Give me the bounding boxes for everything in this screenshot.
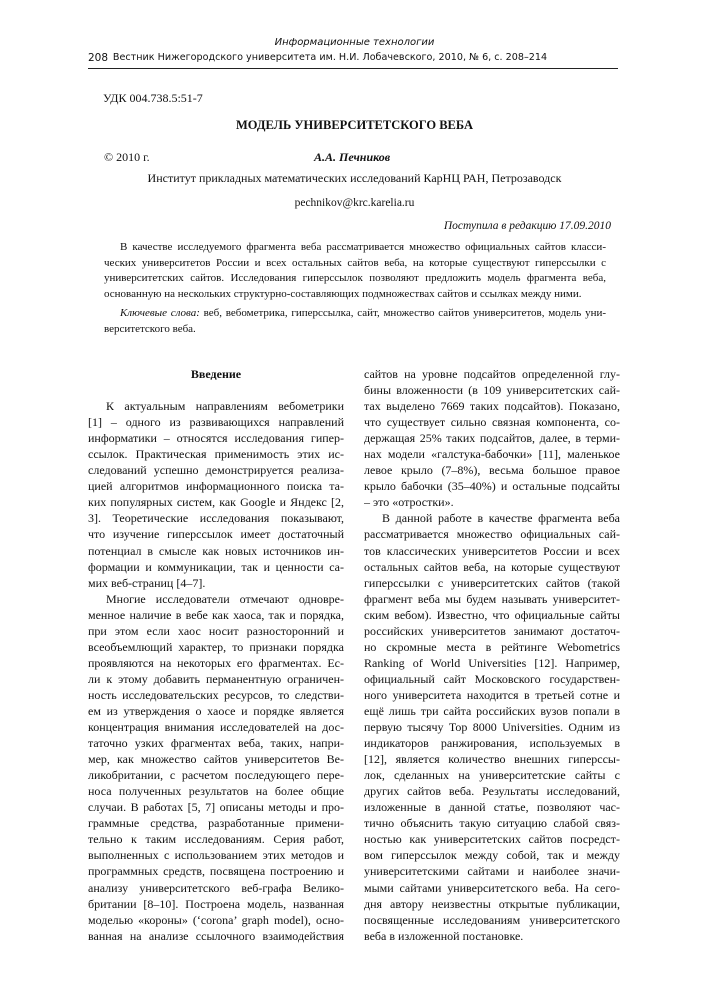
text-line: таточно узких фрагментах веба, таких, напри- [88,736,344,751]
text-line: ностью как университетских сайтов посредст- [364,832,620,847]
text-line: тельно к таким исследованиям. Серия работ, [88,832,344,847]
text-line: бины вложенности (в 109 университетских сай- [364,383,620,398]
text-line: моделью «короны» (‘corona’ graph model), осно- [88,912,344,927]
text-line: лок, сделанных на университетские сайты с [364,768,620,783]
text-line: ность исследовательских ресурсов, то следстви- [88,687,344,702]
text-line: [12], является количество внешних гиперссы- [364,752,620,767]
text-line: первую тысячу Top 8000 Universities. Одним из [364,720,620,735]
text-line: мих веб-страниц [4–7]. [88,575,206,590]
abstract-line: В качестве исследуемого фрагмента веба рассматривается множество официальных сайтов класси- [120,241,606,253]
keywords-text: веб, вебометрика, гиперссылка, сайт, множество сайтов университетов, модель уни- [203,307,606,319]
text-line: В данной работе в качестве фрагмента веба [382,511,620,526]
text-line: тов классических университетов России и всех [364,543,620,558]
text-line: что существует сильно связная компонента, со- [364,415,620,430]
keywords-line: верситетского веба. [104,322,196,335]
text-line: британии [8–10]. Построена модель, названная [88,896,344,911]
text-line: тично объяснить такую ситуацию слабой связ- [364,816,620,831]
text-line: ссылок. Практическая применимость этих ис- [88,447,344,462]
text-line: случаи. В работах [5, 7] описаны методы и про- [88,800,344,815]
text-line: ским вебом). Известно, что официальные сайты [364,607,620,622]
text-line: Многие исследователи отмечают одновре- [106,591,344,606]
text-line: левое крыло (7–8%), весьма большое правое [364,463,620,478]
text-line: ем из утверждения о хаосе и порядке является [88,703,344,718]
author-email: pechnikov@krc.karelia.ru [294,197,415,209]
keywords-label: Ключевые слова: [120,307,200,319]
abstract-line: основанную на нескольких структурно-составляющих подмножествах сайтов и ссылках между ними. [104,288,582,301]
text-line: крыло бабочки (35–40%) и остальные подсайты [364,479,620,494]
text-line: остальных сайтов веба, на которые существуют [364,559,620,574]
text-line: изложенные в данной статье, позволяют час- [364,800,620,815]
author-name: А.А. Печников [314,150,391,164]
text-line: индикаторов ранжирования, используемых в [364,736,620,751]
section-heading: Введение [190,367,242,381]
abstract [104,240,606,303]
text-line: ли к этому добавить перманентную ограничен- [88,671,344,686]
abstract-line: ческих университетов России и всех остальных сайтов веба, на которые существуют гиперссылки с [104,256,606,269]
text-line: 3]. Теоретические исследования показывают, [88,511,344,526]
text-line: посвященные исследованиям университетского [364,912,620,927]
text-line: рассматривается множество официальных сай- [364,527,620,542]
abstract-line: университетских сайтов. Исследования гиперссылок позволяют предложить модель фрагмента веба, [104,272,606,285]
text-line: университетскими сайтами и наиболее значи- [364,864,620,879]
text-line: – это «отростки». [364,495,454,510]
text-line: цией алгоритмов информационного поиска та- [88,479,344,494]
text-line: формации и коммуникации, так и ценности са- [88,559,344,574]
text-line: всеобъемлющий характер, то признаки порядка [88,639,344,654]
right-column [364,366,620,944]
text-line: официальный сайт Московского государствен- [364,671,620,686]
page-number: 208 [88,52,109,64]
received-date: Поступила в редакцию 17.09.2010 [443,220,611,232]
keywords [104,306,606,337]
text-line: ного университета находится в третьей сотне и [364,687,620,702]
text-line: следований успешно демонстрируется реализа- [88,463,344,478]
running-header-journal: Вестник Нижегородского университета им. Н.И. Лобачевского, 2010, № 6, с. 208–214 [112,52,548,63]
heading-spacer [88,382,344,398]
text-line: тах выделено 7669 таких подсайтов). Показано, [364,399,620,414]
text-line: фрагмент веба мы будем называть университет- [364,591,620,606]
article-title: МОДЕЛЬ УНИВЕРСИТЕТСКОГО ВЕБА [235,118,473,132]
text-line: нах модели «галстука-бабочки» [11], маленькое [364,447,620,462]
text-line: мыми сайтами университетского веба. На сего- [364,880,620,895]
text-line: вом гиперссылок между собой, так и между [364,848,620,863]
text-line: менное наличие в вебе как хаоса, так и порядка, [88,607,344,622]
text-line: российских университетов занимают достаточ- [364,623,620,638]
text-line: других сайтов веба. Результаты исследований, [364,784,620,799]
text-line: гиперссылки с университетских сайтов (такой [364,575,620,590]
left-column [88,366,344,944]
author-affiliation: Институт прикладных математических исследований КарНЦ РАН, Петрозаводск [147,171,562,185]
text-line: ких популярных систем, как Google и Яндекс [2, [88,495,344,510]
keywords-line [104,306,606,322]
text-line: мер, как множество сайтов университетов Ве- [88,752,344,767]
text-line: концентрация внимания исследователей на дос- [88,720,344,735]
text-line: информатики – относятся исследования гипер- [88,431,344,446]
text-line: веба в изложенной постановке. [364,928,524,943]
text-line: ванная на анализе ссылочного взаимодействия [88,928,344,943]
text-line: дня автору неизвестны открытые публикации, [364,896,620,911]
text-line: сайтов на уровне подсайтов определенной глу- [364,367,620,381]
header-rule [88,68,618,69]
text-line: граммные средства, разработанные примени- [88,816,344,831]
text-line: программных средств, посвящена построению и [88,864,344,879]
text-line: потенциал в смысле как новых источников ин- [88,543,344,558]
text-line: К актуальным направлениям вебометрики [106,399,344,414]
text-line: проявляются на некоторых его фрагментах. Ес- [88,655,344,670]
text-line: выполненных с использованием этих методов и [88,848,344,863]
text-line: при этом если хаос носит разносторонний и [88,623,344,638]
running-header-section: Информационные технологии [274,37,435,48]
text-line: носа полученных результатов на более общие [88,784,344,799]
udc-code: УДК 004.738.5:51-7 [103,91,203,105]
text-line: но скромные места в рейтинге Webometrics [364,639,620,654]
text-line: [1] – одного из развивающихся направлений [88,415,344,430]
text-line: что изучение гиперссылок имеет достаточный [88,527,344,542]
text-line: анализу университетского веб-графа Велико- [88,880,344,895]
text-line: ещё лишь три сайта российских вузов попали в [364,703,620,718]
copyright-year: © 2010 г. [104,150,150,164]
text-line: Ranking of World Universities [12]. Например, [364,655,620,670]
text-line: ликобритании, с расчетом последующего пере- [88,768,344,783]
text-line: держащая 25% таких подсайтов, далее, в терми- [364,431,620,446]
